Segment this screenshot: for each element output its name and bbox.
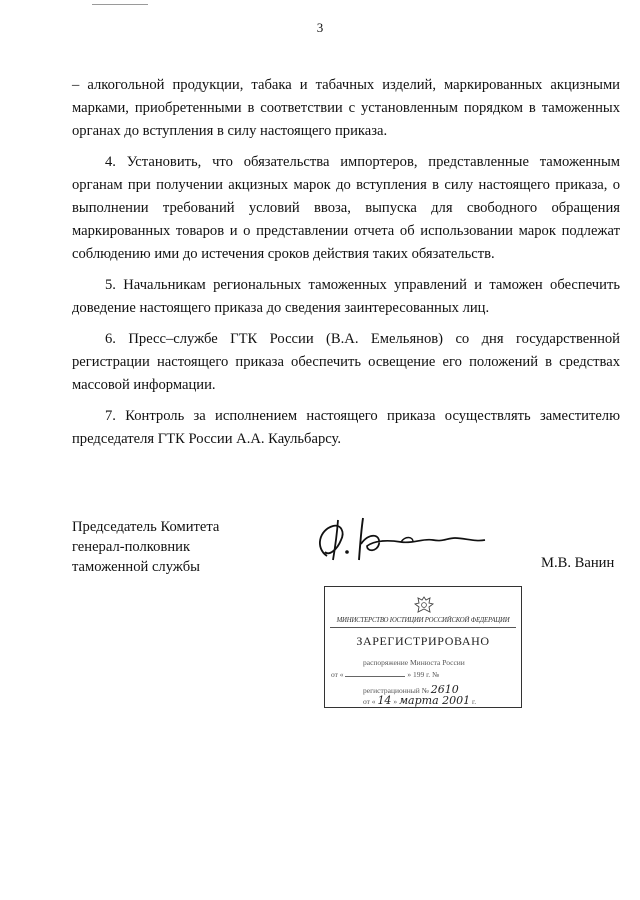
stamp-date-month-year: марта 2001 xyxy=(398,694,471,707)
stamp-date-mid: » xyxy=(393,697,398,706)
stamp-ministry: МИНИСТЕРСТВО ЮСТИЦИИ РОССИЙСКОЙ ФЕДЕРАЦИИ xyxy=(336,617,510,624)
stamp-reg-date-line xyxy=(363,694,476,707)
page-number: 3 xyxy=(316,20,324,35)
coat-of-arms-icon xyxy=(413,595,435,615)
stamp-order-date-prefix: от « xyxy=(331,670,344,679)
stamp-date-day: 14 xyxy=(377,694,392,707)
signatory-title-line: генерал-полковник xyxy=(72,539,191,555)
document-body xyxy=(72,74,620,459)
stamp-reg-number: 2610 xyxy=(430,683,459,696)
stamp-date-suffix: г. xyxy=(472,697,477,706)
stamp-order-date-line xyxy=(331,670,439,679)
stamp-title: ЗАРЕГИСТРИРОВАНО xyxy=(356,634,490,648)
stamp-order-date-suffix: » 199 г. № xyxy=(407,670,440,679)
handwritten-signature xyxy=(305,508,490,570)
signatory-title-line: Председатель Комитета xyxy=(72,519,220,535)
paragraph-item-continuation: – алкогольной продукции, табака и табачных изделий, маркированных акцизными марками, приобретенными в соответствии с установленным порядком в таможенных органах до вступления в силу настоящего приказа. xyxy=(72,77,620,139)
signatory-name: М.В. Ванин xyxy=(541,555,615,571)
signatory-title-line: таможенной службы xyxy=(72,559,200,575)
stamp-date-prefix: от « xyxy=(363,697,376,706)
header-rule xyxy=(92,4,148,5)
paragraph-item-4: 4. Установить, что обязательства импортеров, представленные таможенным органам при получении акцизных марок до вступления в силу настоящего приказа, о выполнении требований условий ввоза, выпуска для свободного обращения маркированных товаров и о представлении отчета об использовании марок подлежат соблюдению ими до истечения сроков действия таких обязательств. xyxy=(72,154,620,262)
stamp-order-line: распоряжение Минюста России xyxy=(363,658,465,667)
registration-stamp xyxy=(324,586,522,708)
paragraph-item-5: 5. Начальникам региональных таможенных управлений и таможен обеспечить доведение настоящего приказа до сведения заинтересованных лиц. xyxy=(72,277,620,316)
paragraph-item-6: 6. Пресс–службе ГТК России (В.А. Емельянов) со дня государственной регистрации настоящего приказа обеспечить освещение его положений в средствах массовой информации. xyxy=(72,331,620,393)
paragraph-item-7: 7. Контроль за исполнением настоящего приказа осуществлять заместителю председателя ГТК России А.А. Каульбарсу. xyxy=(72,408,620,447)
stamp-divider xyxy=(330,627,516,628)
signatory-title xyxy=(72,517,219,577)
stamp-reg-label: регистрационный № xyxy=(363,686,429,695)
